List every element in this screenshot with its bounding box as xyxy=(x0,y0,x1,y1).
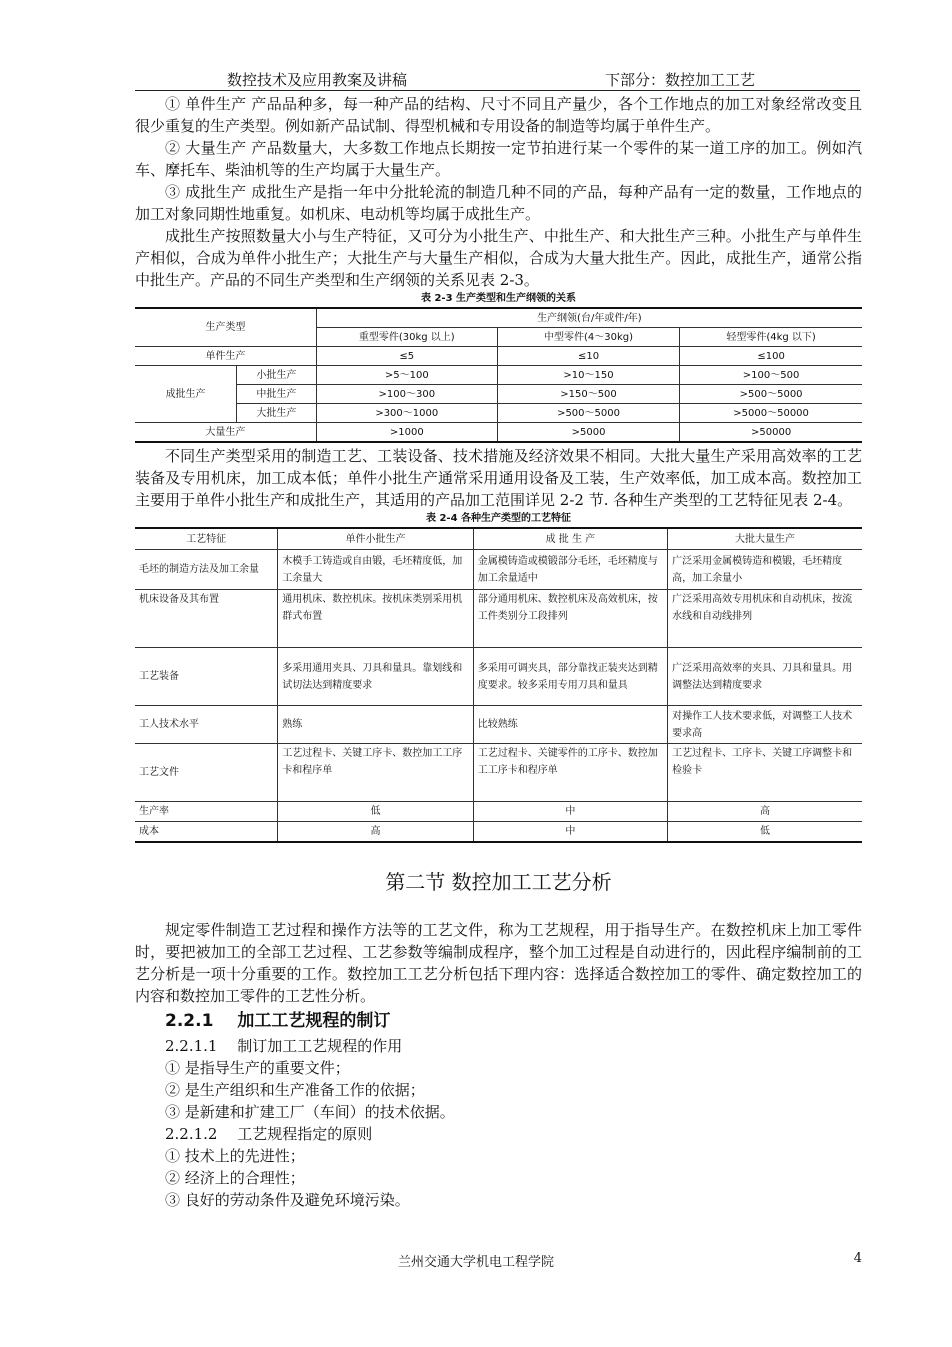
table-2-3-caption: 表 2-3 生产类型和生产纲领的关系 xyxy=(420,293,577,304)
table-cell: 高 xyxy=(668,802,862,822)
table-cell: 对操作工人技术要求低，对调整工人技术要求高 xyxy=(668,706,862,744)
table-cell: >100～300 xyxy=(316,385,497,404)
table-header-cell: 重型零件(30kg 以上) xyxy=(316,328,497,347)
table-cell: 毛坯的制造方法及加工余量 xyxy=(135,550,278,590)
table-cell: 木模手工铸造或自由锻，毛坯精度低，加工余量大 xyxy=(278,550,473,590)
paragraph-batch-production: ③ 成批生产 成批生产是指一年中分批轮流的制造几种不同的产品，每种产品有一定的数量，工作地点的加工对象同期性地重复。如机床、电动机等均属于成批生产。 xyxy=(135,183,862,223)
table-cell: 多采用通用夹具、刀具和量具。靠划线和试切法达到精度要求 xyxy=(278,648,473,706)
table-cell: ≤5 xyxy=(316,347,497,366)
page-number: 4 xyxy=(853,1251,862,1266)
table-cell: >500～5000 xyxy=(497,404,679,423)
table-header-cell: 轻型零件(4kg 以下) xyxy=(680,328,862,347)
table-cell: 广泛采用高效率的夹具、刀具和量具。用调整法达到精度要求 xyxy=(668,648,862,706)
table-cell: 通用机床、数控机床。按机床类别采用机群式布置 xyxy=(278,590,473,648)
table-row xyxy=(135,550,862,590)
table-header-cell: 中型零件(4～30kg) xyxy=(497,328,679,347)
table-cell: 广泛采用金属模铸造和模锻，毛坯精度高，加工余量小 xyxy=(668,550,862,590)
table-2-4-caption: 表 2-4 各种生产类型的工艺特征 xyxy=(425,513,572,524)
table-cell: 金属模铸造或模锻部分毛坯，毛坯精度与加工余量适中 xyxy=(473,550,667,590)
table-cell: 低 xyxy=(278,802,473,822)
table-cell: >300～1000 xyxy=(316,404,497,423)
table-header-cell: 生产类型 xyxy=(135,308,316,347)
table-cell: >500～5000 xyxy=(680,385,862,404)
table-cell: 中 xyxy=(473,802,667,822)
table-cell: 成本 xyxy=(135,822,278,843)
table-cell: 工艺过程卡、工序卡、关键工序调整卡和检验卡 xyxy=(668,744,862,802)
table-cell: 工艺装备 xyxy=(135,648,278,706)
subsection-number: 2.2.1 xyxy=(165,1011,214,1031)
table-cell: >10～150 xyxy=(497,366,679,385)
paragraph-batch-classification: 成批生产按照数量大小与生产特征，又可分为小批生产、中批生产、和大批生产三种。小批生产与单件生产相似，合成为单件小批生产；大批生产与大量生产相似，合成为大量大批生产。因此，成批生产，通常公指中批生产。产品的不同生产类型和生产纲领的关系见表 2-3。 xyxy=(135,227,862,289)
header-right-title: 下部分：数控加工工艺 xyxy=(605,71,756,89)
table-cell: 中 xyxy=(473,822,667,843)
table-cell: >50000 xyxy=(680,423,862,443)
paragraph-process-analysis: 规定零件制造工艺过程和操作方法等的工艺文件，称为工艺规程，用于指导生产。在数控机床上加工零件时，要把被加工的全部工艺过程、工艺参数等编制成程序，整个加工过程是自动进行的，因此程序编制前的工艺分析是一项十分重要的工作。数控加工工艺分析包括下理内容：选择适合数控加工的零件、确定数控加工的内容和数控加工零件的工艺性分析。 xyxy=(135,921,862,1005)
table-row xyxy=(135,528,862,550)
subsection-heading xyxy=(165,1009,862,1033)
table-row xyxy=(135,802,862,822)
table-cell: ≤100 xyxy=(680,347,862,366)
subsubsection-heading: 2.2.1.1 制订加工工艺规程的作用 xyxy=(165,1037,403,1055)
table-row xyxy=(135,648,862,706)
table-cell: 成批生产 xyxy=(135,366,237,423)
table-cell: 低 xyxy=(668,822,862,843)
table-cell: >1000 xyxy=(316,423,497,443)
table-row xyxy=(135,423,862,443)
table-cell: 小批生产 xyxy=(237,366,317,385)
table-row xyxy=(135,366,862,385)
table-row xyxy=(135,404,862,423)
table-header-cell: 大批大量生产 xyxy=(668,528,862,550)
table-2-4 xyxy=(135,527,862,843)
table-2-3 xyxy=(135,307,862,443)
table-cell: 熟练 xyxy=(278,706,473,744)
table-row xyxy=(135,744,862,802)
table-cell: 大量生产 xyxy=(135,423,316,443)
list-item: ③ 是新建和扩建工厂（车间）的技术依据。 xyxy=(165,1103,455,1121)
table-cell: >5～100 xyxy=(316,366,497,385)
table-cell: >5000～50000 xyxy=(680,404,862,423)
list-item: ① 技术上的先进性； xyxy=(165,1147,305,1165)
list-item: ① 是指导生产的重要文件； xyxy=(165,1059,350,1077)
table-row xyxy=(135,347,862,366)
section-title: 第二节 数控加工工艺分析 xyxy=(385,870,612,894)
table-header-cell: 成 批 生 产 xyxy=(473,528,667,550)
table-cell: 高 xyxy=(278,822,473,843)
table-row xyxy=(135,590,862,648)
table-cell: 工艺文件 xyxy=(135,744,278,802)
table-header-cell: 生产纲领(台/年或件/年) xyxy=(316,308,862,328)
table-row xyxy=(135,822,862,843)
table-cell: 大批生产 xyxy=(237,404,317,423)
table-row xyxy=(135,706,862,744)
table-row xyxy=(135,385,862,404)
table-cell: 工艺过程卡、关键工序卡、数控加工工序卡和程序单 xyxy=(278,744,473,802)
subsection-title: 加工工艺规程的制订 xyxy=(237,1011,391,1031)
list-item: ③ 良好的劳动条件及避免环境污染。 xyxy=(165,1191,410,1209)
table-cell: >150～500 xyxy=(497,385,679,404)
table-row xyxy=(135,308,862,328)
subsubsection-heading: 2.2.1.2 工艺规程指定的原则 xyxy=(165,1125,373,1143)
table-cell: 多采用可调夹具，部分靠找正装夹达到精度要求。较多采用专用刀具和量具 xyxy=(473,648,667,706)
page-content xyxy=(135,93,862,1211)
header-left-title: 数控技术及应用教案及讲稿 xyxy=(227,71,408,89)
table-cell: 部分通用机床、数控机床及高效机床，按工件类别分工段排列 xyxy=(473,590,667,648)
table-cell: >100～500 xyxy=(680,366,862,385)
table-header-cell: 单件小批生产 xyxy=(278,528,473,550)
list-item: ② 经济上的合理性； xyxy=(165,1169,305,1187)
table-cell: 生产率 xyxy=(135,802,278,822)
table-cell: 比较熟练 xyxy=(473,706,667,744)
table-cell: 工人技术水平 xyxy=(135,706,278,744)
table-cell: 中批生产 xyxy=(237,385,317,404)
table-cell: 机床设备及其布置 xyxy=(135,590,278,648)
table-header-cell: 工艺特征 xyxy=(135,528,278,550)
table-cell: 工艺过程卡、关键零件的工序卡、数控加工工序卡和程序单 xyxy=(473,744,667,802)
paragraph-mass-production: ② 大量生产 产品数量大，大多数工作地点长期按一定节拍进行某一个零件的某一道工序的加工。例如汽车、摩托车、柴油机等的生产均属于大量生产。 xyxy=(135,139,862,179)
footer-institution: 兰州交通大学机电工程学院 xyxy=(398,1255,555,1270)
paragraph-single-production: ① 单件生产 产品品种多，每一种产品的结构、尺寸不同且产量少，各个工作地点的加工对象经常改变且很少重复的生产类型。例如新产品试制、得型机械和专用设备的制造等均属于单件生产。 xyxy=(135,95,862,135)
paragraph-process-differences: 不同生产类型采用的制造工艺、工装设备、技术措施及经济效果不相同。大批大量生产采用高效率的工艺装备及专用机床，加工成本低；单件小批生产通常采用通用设备及工装，生产效率低，加工成本高。数控加工主要用于单件小批生产和成批生产，其适用的产品加工范围详见 2-2 节. 各种生产类型的工艺特征见表 2-4。 xyxy=(135,447,862,509)
table-cell: ≤10 xyxy=(497,347,679,366)
table-cell: 广泛采用高效专用机床和自动机床，按流水线和自动线排列 xyxy=(668,590,862,648)
table-cell: >5000 xyxy=(497,423,679,443)
table-cell: 单件生产 xyxy=(135,347,316,366)
page-header xyxy=(135,68,860,91)
list-item: ② 是生产组织和生产准备工作的依据； xyxy=(165,1081,425,1099)
